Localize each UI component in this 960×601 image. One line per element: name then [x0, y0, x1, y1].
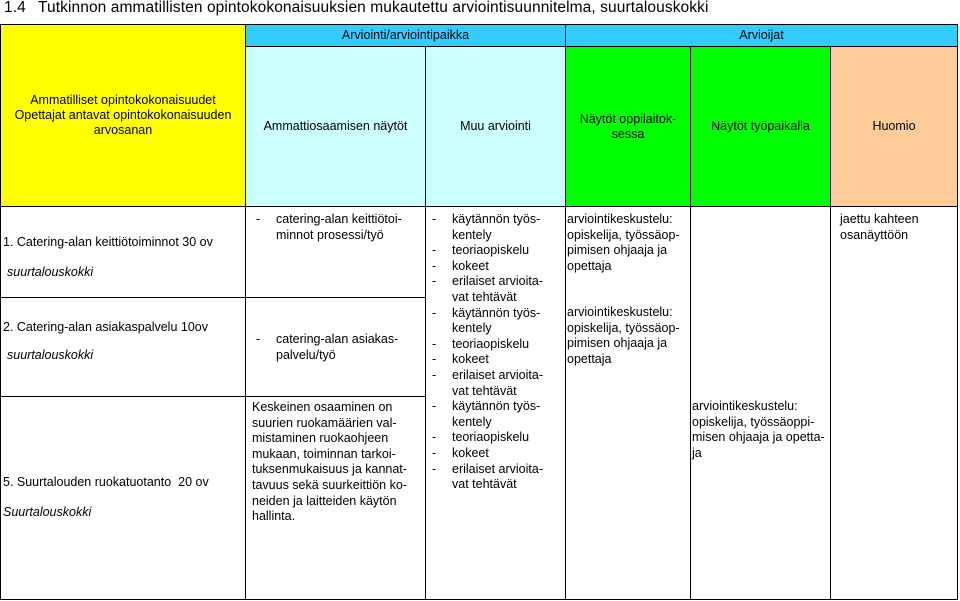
title-text: Tutkinnon ammatillisten opintokokonaisuuksien mukautettu arviointisuunnitelma, suurtalouskokki [38, 0, 709, 16]
tyopaikka-cell [690, 206, 831, 600]
muu-list-item [432, 352, 543, 368]
muu-item-text: kokeet [452, 445, 489, 460]
naytot-1-text: catering-alan keittiötoi- minnot prosessi/työ [276, 212, 402, 242]
header-oppilaitos [565, 46, 691, 207]
muu-list-item [432, 306, 543, 337]
module-2-occupation: suurtalouskokki [7, 348, 94, 362]
title-number: 1.4 [4, 0, 26, 16]
muu-list-item [432, 446, 543, 462]
dash-marker: - [432, 445, 437, 460]
dash-marker: - [432, 258, 437, 273]
muu-list-item [432, 462, 543, 493]
muu-item-text: teoriaopiskelu [452, 243, 530, 258]
page-title [4, 0, 709, 17]
muu-list-item [432, 274, 543, 305]
muu-list-item [432, 368, 543, 399]
dash-marker: - [432, 367, 437, 382]
oppilaitos-2-text: arviointikeskustelu: opiskelija, työssäop- pimisen ohjaaja ja opettaja [567, 305, 680, 366]
module-1-occupation: suurtalouskokki [7, 265, 94, 279]
header-huomio [830, 46, 958, 207]
muu-item-text: käytännön työs- kentely [452, 399, 541, 429]
muu-item-text: kokeet [452, 352, 489, 367]
muu-item-text: käytännön työs- kentely [452, 305, 541, 336]
header-oppilaitos-label: Näytöt oppilaitok- sessa [579, 111, 677, 141]
header-group-assessors [565, 24, 958, 47]
dash-marker: - [432, 430, 437, 445]
muu-list [432, 212, 543, 493]
muu-item-text: käytännön työs- kentely [452, 212, 541, 242]
muu-item-text: kokeet [452, 258, 489, 273]
muu-list-item [432, 399, 543, 430]
dash-marker: - [432, 274, 437, 289]
header-modules-label: Ammatilliset opintokokonaisuudet Opettajat antavat opintokokonaisuuden arvosanan [14, 93, 232, 137]
header-naytot-label: Ammattiosaamisen näytöt [263, 119, 408, 133]
huomio-1-text: jaettu kahteen osanäyttöön [840, 212, 919, 242]
muu-list-item [432, 243, 543, 259]
dash-marker: - [432, 461, 437, 476]
module-cell-1 [0, 206, 246, 298]
module-cell-2 [0, 297, 246, 397]
module-2-name: 2. Catering-alan asiakaspalvelu 10ov [3, 320, 208, 334]
header-modules [0, 24, 246, 207]
dash-marker: - [432, 243, 437, 258]
muu-list-item [432, 212, 543, 243]
muu-list-item [432, 259, 543, 275]
dash-marker: - [432, 336, 437, 351]
dash-marker: - [432, 399, 437, 414]
tyopaikka-3-text: arviointikeskustelu: opiskelija, työssäoppi- misen ohjaaja ja opetta- ja [692, 399, 825, 460]
dash-marker: - [256, 212, 261, 226]
module-cell-3 [0, 396, 246, 600]
header-muu-label: Muu arviointi [460, 119, 531, 133]
oppilaitos-cell [565, 206, 691, 600]
header-group-place-label: Arviointi/arviointipaikka [341, 28, 470, 42]
module-1-name: 1. Catering-alan keittiötoiminnot 30 ov [3, 235, 213, 249]
dash-marker: - [432, 352, 437, 367]
header-naytot [245, 46, 426, 207]
naytot-cell-2 [245, 297, 426, 397]
muu-list-item [432, 430, 543, 446]
header-muu [425, 46, 566, 207]
muu-item-text: erilaiset arvioita- vat tehtävät [452, 367, 544, 398]
huomio-cell [830, 206, 958, 600]
oppilaitos-1-text: arviointikeskustelu: opiskelija, työssäop- pimisen ohjaaja ja opettaja [567, 212, 680, 273]
naytot-2-text: catering-alan asiakas- palvelu/työ [276, 332, 399, 362]
naytot-cell-3 [245, 396, 426, 600]
muu-item-text: erilaiset arvioita- vat tehtävät [452, 461, 544, 492]
muu-item-text: teoriaopiskelu [452, 430, 530, 445]
naytot-3-text: Keskeinen osaaminen on suurien ruokamäärien val- mistaminen ruokaohjeen mukaan, toiminnan tarkoi- tuksenmukaisuus ja kannat- tavuus sekä suurkeittiön ko- neiden ja laitteiden käytön hallinta. [252, 400, 407, 524]
header-tyopaikka [690, 46, 831, 207]
module-3-occupation: Suurtalouskokki [3, 505, 92, 519]
dash-marker: - [432, 305, 437, 320]
module-3-name: 5. Suurtalouden ruokatuotanto 20 ov [3, 475, 209, 489]
muu-item-text: teoriaopiskelu [452, 336, 530, 351]
header-tyopaikka-label: Näytöt työpaikalla [711, 119, 810, 133]
header-group-place [245, 24, 566, 47]
muu-cell [425, 206, 566, 600]
dash-marker: - [432, 212, 437, 226]
muu-item-text: erilaiset arvioita- vat tehtävät [452, 274, 544, 304]
dash-marker: - [256, 332, 261, 346]
naytot-cell-1 [245, 206, 426, 298]
header-group-assessors-label: Arvioijat [739, 28, 784, 42]
header-huomio-label: Huomio [872, 119, 916, 133]
muu-list-item [432, 337, 543, 353]
